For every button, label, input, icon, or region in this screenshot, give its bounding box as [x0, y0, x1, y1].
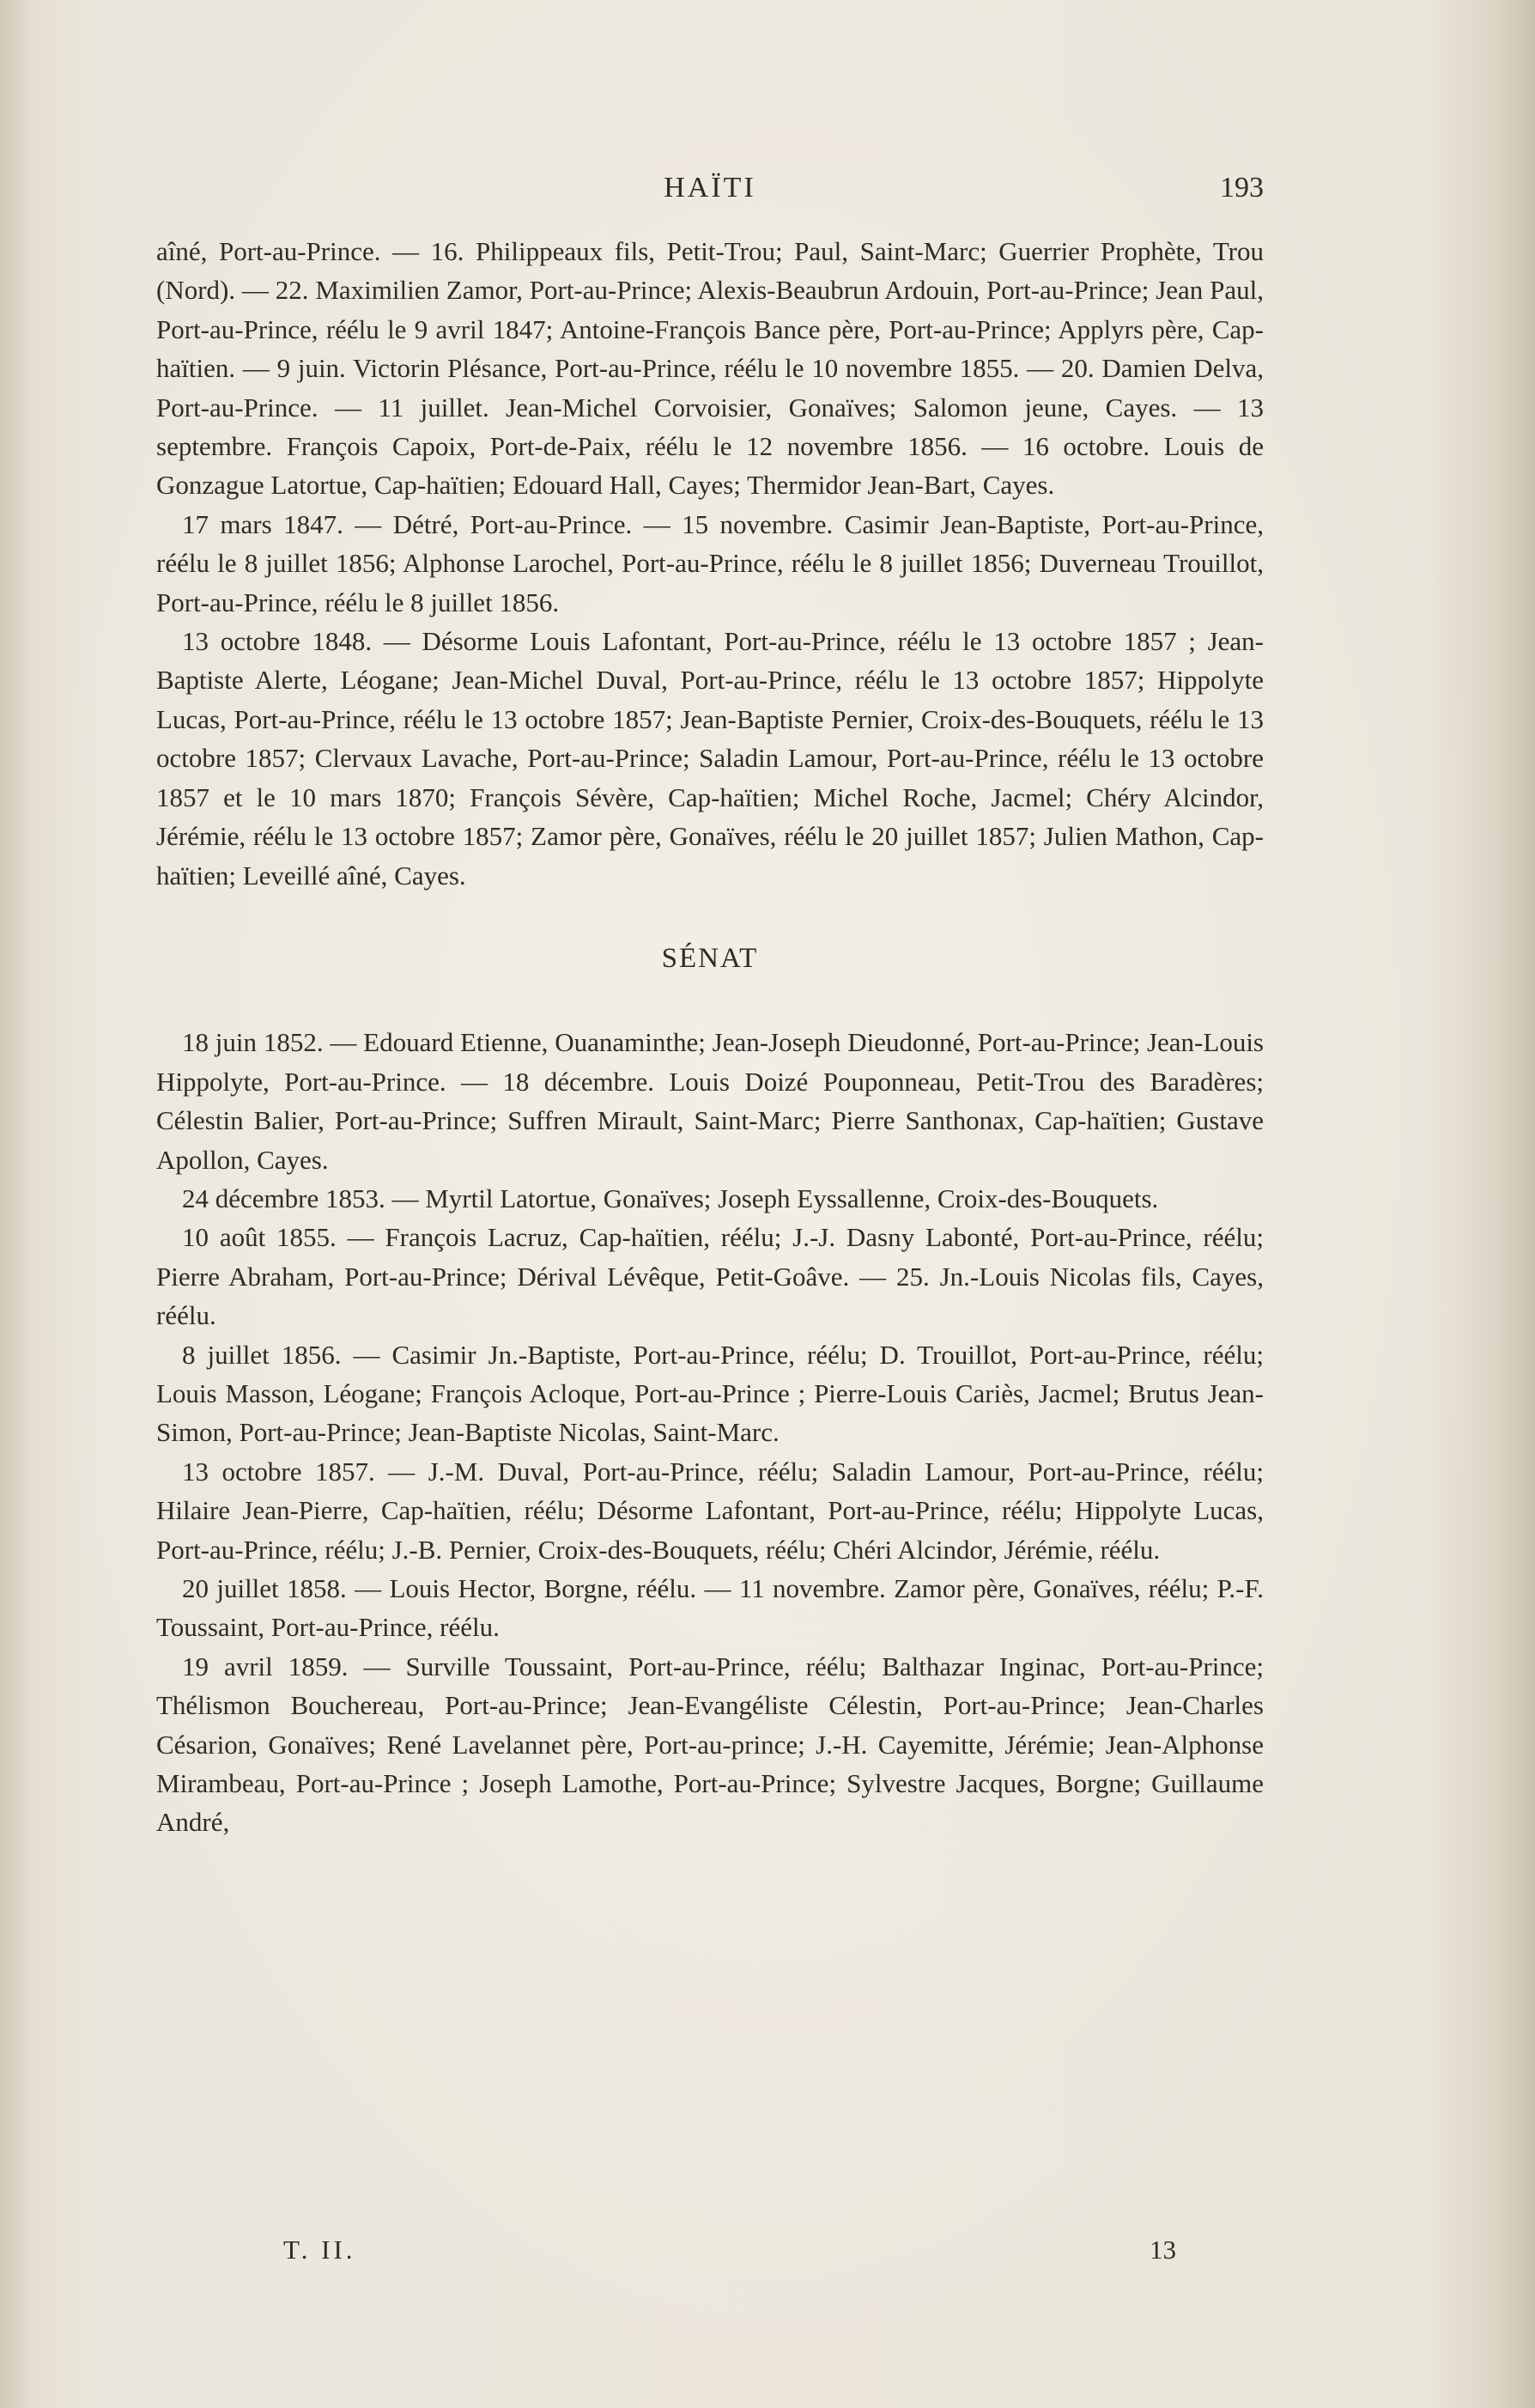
paragraph: 10 août 1855. — François Lacruz, Cap-haïtien, réélu; J.-J. Dasny Labonté, Port-au-Prince, réélu; Pierre Abraham, Port-au-Prince; Dérival Lévêque, Petit-Goâve. — 25. Jn.-Louis Nicolas fils, Cayes, réélu. [156, 1222, 1264, 1331]
paragraph: 13 octobre 1857. — J.-M. Duval, Port-au-Prince, réélu; Saladin Lamour, Port-au-Prince, réélu; Hilaire Jean-Pierre, Cap-haïtien, réélu; Désorme Lafontant, Port-au-Prince, réélu; Hippolyte Lucas, Port-au-Prince, réélu; J.-B. Pernier, Croix-des-Bouquets, réélu; Chéri Alcindor, Jérémie, réélu. [156, 1456, 1264, 1565]
paragraph: 8 juillet 1856. — Casimir Jn.-Baptiste, Port-au-Prince, réélu; D. Trouillot, Port-au-Prince, réélu; Louis Masson, Léogane; François Acloque, Port-au-Prince ; Pierre-Louis Cariès, Jacmel; Brutus Jean-Simon, Port-au-Prince; Jean-Baptiste Nicolas, Saint-Marc. [156, 1339, 1264, 1448]
paragraph: 18 juin 1852. — Edouard Etienne, Ouanaminthe; Jean-Joseph Dieudonné, Port-au-Prince; Jean-Louis Hippolyte, Port-au-Prince. — 18 décembre. Louis Doizé Pouponneau, Petit-Trou des Baradères; Célestin Balier, Port-au-Prince; Suffren Mirault, Saint-Marc; Pierre Santhonax, Cap-haïtien; Gustave Apollon, Cayes. [156, 1027, 1264, 1175]
running-title: HAÏTI [664, 172, 756, 204]
paragraph: 13 octobre 1848. — Désorme Louis Lafontant, Port-au-Prince, réélu le 13 octobre 1857 ; Jean-Baptiste Alerte, Léogane; Jean-Michel Duval, Port-au-Prince, réélu le 13 octobre 1857; Hippolyte Lucas, Port-au-Prince, réélu le 13 octobre 1857; Jean-Baptiste Pernier, Croix-des-Bouquets, réélu le 13 octobre 1857; Clervaux Lavache, Port-au-Prince; Saladin Lamour, Port-au-Prince, réélu le 13 octobre 1857 et le 10 mars 1870; François Sévère, Cap-haïtien; Michel Roche, Jacmel; Chéry Alcindor, Jérémie, réélu le 13 octobre 1857; Zamor père, Gonaïves, réélu le 20 juillet 1857; Julien Mathon, Cap-haïtien; Leveillé aîné, Cayes. [156, 626, 1264, 891]
page-body [156, 232, 1264, 1842]
paragraph: 20 juillet 1858. — Louis Hector, Borgne, réélu. — 11 novembre. Zamor père, Gonaïves, réélu; P.-F. Toussaint, Port-au-Prince, réélu. [156, 1573, 1264, 1643]
page-footer [258, 2235, 1202, 2272]
running-header [156, 172, 1264, 215]
sheet-number: 13 [1150, 2235, 1176, 2265]
section-title-senat: SÉNAT [661, 942, 759, 974]
paragraph: 17 mars 1847. — Détré, Port-au-Prince. — 15 novembre. Casimir Jean-Baptiste, Port-au-Prince, réélu le 8 juillet 1856; Alphonse Larochel, Port-au-Prince, réélu le 8 juillet 1856; Duverneau Trouillot, Port-au-Prince, réélu le 8 juillet 1856. [156, 508, 1264, 617]
page-number: 193 [1220, 172, 1264, 204]
paragraph: 24 décembre 1853. — Myrtil Latortue, Gonaïves; Joseph Eyssallenne, Croix-des-Bouquets. [182, 1183, 1159, 1213]
volume-signature: T. II. [283, 2235, 356, 2265]
paragraph-continued: aîné, Port-au-Prince. — 16. Philippeaux fils, Petit-Trou; Paul, Saint-Marc; Guerrier Prophète, Trou (Nord). — 22. Maximilien Zamor, Port-au-Prince; Alexis-Beaubrun Ardouin, Port-au-Prince; Jean Paul, Port-au-Prince, réélu le 9 avril 1847; Antoine-François Bance père, Port-au-Prince; Applyrs père, Cap-haïtien. — 9 juin. Victorin Plésance, Port-au-Prince, réélu le 10 novembre 1855. — 20. Damien Delva, Port-au-Prince. — 11 juillet. Jean-Michel Corvoisier, Gonaïves; Salomon jeune, Cayes. — 13 septembre. François Capoix, Port-de-Paix, réélu le 12 novembre 1856. — 16 octobre. Louis de Gonzague Latortue, Cap-haïtien; Edouard Hall, Cayes; Thermidor Jean-Bart, Cayes. [156, 236, 1264, 501]
paragraph: 19 avril 1859. — Surville Toussaint, Port-au-Prince, réélu; Balthazar Inginac, Port-au-Prince; Thélismon Bouchereau, Port-au-Prince; Jean-Evangéliste Célestin, Port-au-Prince; Jean-Charles Césarion, Gonaïves; René Lavelannet père, Port-au-prince; J.-H. Cayemitte, Jérémie; Jean-Alphonse Mirambeau, Port-au-Prince ; Joseph Lamothe, Port-au-Prince; Sylvestre Jacques, Borgne; Guillaume André, [156, 1651, 1264, 1838]
